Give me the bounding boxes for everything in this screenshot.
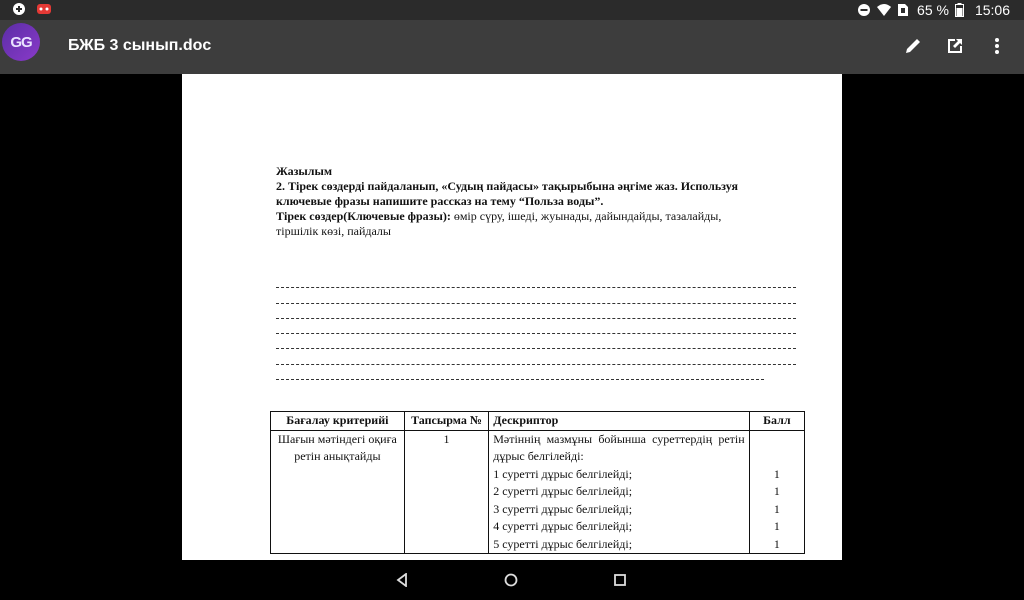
table-row [271,430,805,554]
descriptor-intro: Мәтіннің мазмұны бойынша суреттердің ретін дұрыс белгілейді: [493,431,745,463]
app-logo-text: GG [10,33,32,51]
task-text [276,164,798,239]
keywords-label: Тірек сөздер(Ключевые фразы): [276,209,451,223]
battery-icon [955,3,969,17]
score-value: 1 [773,536,780,551]
sim-icon [897,3,911,17]
more-vert-icon [994,36,1000,56]
answer-line [276,365,764,380]
notification-app-icon [12,2,26,16]
score-value: 1 [773,519,780,533]
edit-button[interactable] [900,33,926,59]
answer-line [276,273,796,288]
recents-button[interactable] [609,570,631,590]
score-cell [749,430,804,554]
table-header-row [271,412,805,431]
keywords-values: өмір сүру, ішеді, жуынады, дайындайды, тазалайды, [450,209,722,223]
descriptor-item: 5 суретті дұрыс белгілейді; [493,536,633,551]
status-bar [0,0,1024,20]
header-descriptor: Дескриптор [489,412,749,431]
wifi-icon [877,3,891,17]
answer-line [276,319,796,334]
answer-line [276,349,796,364]
battery-percent: 65 % [917,2,949,18]
header-score: Балл [749,412,804,431]
task-no-cell: 1 [404,430,488,554]
descriptor-item: 1 суретті дұрыс белгілейді; [493,466,633,481]
app-logo[interactable] [2,23,40,61]
do-not-disturb-icon [857,3,871,17]
recents-square-icon [613,573,627,587]
keywords-line-1 [276,209,798,224]
keywords-line-2: тіршілік көзі, пайдалы [276,224,391,238]
notification-game-icon [36,2,50,16]
descriptor-item: 4 суретті дұрыс белгілейді; [493,519,633,533]
descriptor-item: 3 суретті дұрыс белгілейді; [493,501,633,516]
score-value: 1 [773,466,780,481]
open-external-button[interactable] [942,33,968,59]
task-line-1: 2. Тірек сөздерді пайдаланып, «Судың пайдасы» тақырыбына әңгіме жаз. Используя [276,179,738,193]
score-value: 1 [773,501,780,516]
pencil-icon [903,36,923,56]
document-viewer[interactable] [0,74,1024,560]
back-triangle-icon [395,573,409,587]
header-criterion: Бағалау критерийі [271,412,405,431]
back-button[interactable] [391,570,413,590]
more-options-button[interactable] [984,33,1010,59]
home-circle-icon [504,573,518,587]
answer-line [276,304,796,319]
criterion-cell: Шағын мәтіндегі оқиға ретін анықтайды [271,430,405,554]
app-bar [0,20,1024,74]
document-title: БЖБ 3 сынып.doc [68,37,212,54]
score-value: 1 [773,484,780,498]
home-button[interactable] [500,570,522,590]
descriptor-item: 2 суретті дұрыс белгілейді; [493,484,633,498]
grading-table [270,411,805,554]
header-task-no: Тапсырма № [404,412,488,431]
section-heading: Жазылым [276,164,333,178]
answer-lines [276,273,796,380]
document-page [182,74,842,560]
clock: 15:06 [974,2,1010,18]
descriptor-cell [489,430,749,554]
answer-line [276,288,796,303]
navigation-bar [0,560,1024,600]
task-line-2: ключевые фразы напишите рассказ на тему “Польза воды”. [276,194,604,208]
open-in-new-icon [945,36,965,56]
answer-line [276,334,796,349]
